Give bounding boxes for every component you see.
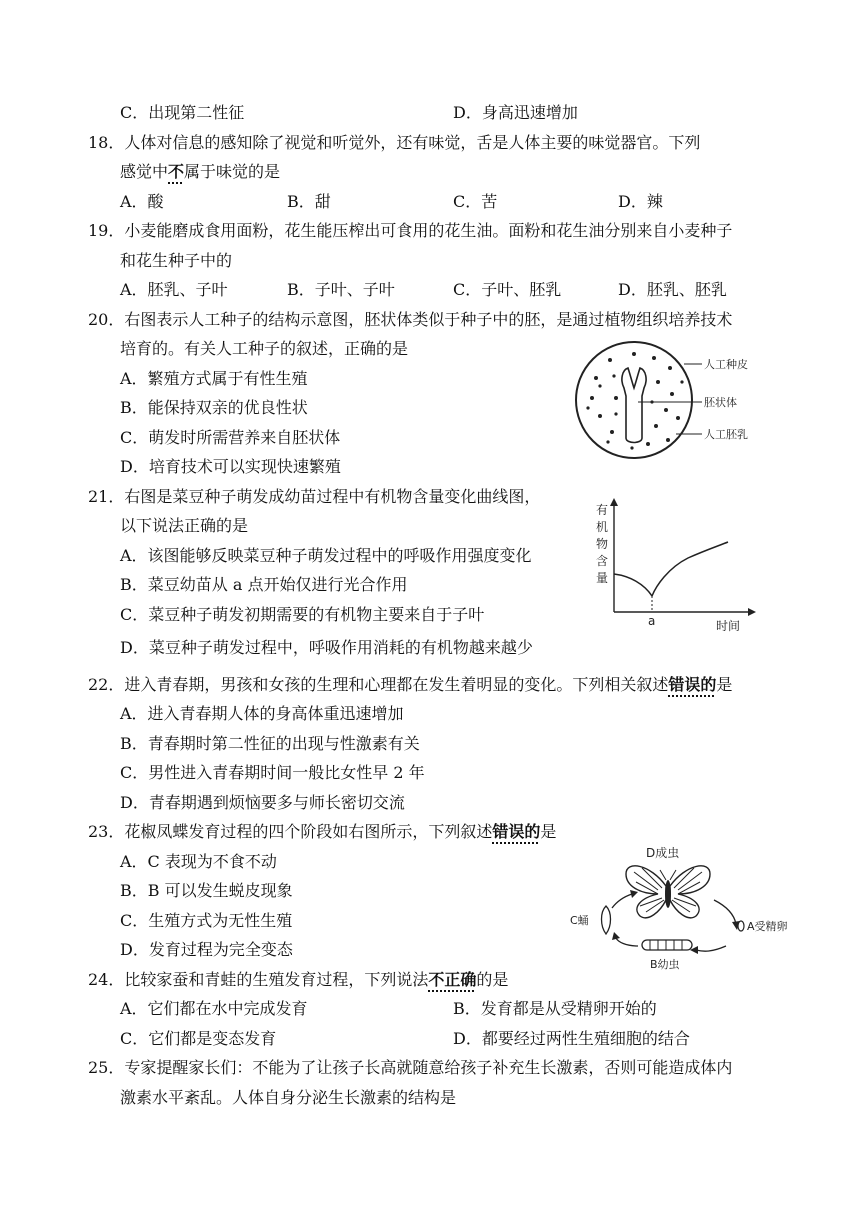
y-axis-label-char-2: 机 [596,520,609,534]
q20-option-a: A．繁殖方式属于有性生殖 [120,369,308,388]
point-a-label: a [648,614,656,628]
label-artificial-coat: 人工种皮 [704,358,748,371]
arrow-b-to-c [616,938,638,946]
q18-option-d: D．辣 [618,192,663,211]
q24-option-a: A．它们都在水中完成发育 [120,999,308,1018]
arrow-head-b-to-c [612,932,620,940]
q18-emphasis: 不 [168,162,185,181]
q18-stem-line2 [120,162,280,182]
q18-option-a: A．酸 [120,192,164,211]
y-axis-arrow [610,498,618,506]
q21-option-c: C．菜豆种子萌发初期需要的有机物主要来自于子叶 [120,605,485,624]
q23-stem-pre: 23．花椒凤蝶发育过程的四个阶段如右图所示，下列叙述 [88,822,493,841]
x-axis-arrow [748,608,756,616]
q22-option-c: C．男性进入青春期时间一般比女性早 2 年 [120,763,425,782]
q22-emphasis: 错误的 [668,675,717,694]
pupa-icon [602,906,611,934]
organic-matter-curve [614,542,728,596]
q21-option-b: B．菜豆幼苗从 a 点开始仅进行光合作用 [120,575,408,594]
q18-stem-pre: 感觉中 [120,162,169,181]
q24-stem-pre: 24．比较家蚕和青蛙的生殖发育过程，下列说法 [88,970,429,989]
q18-option-c: C．苦 [453,192,498,211]
q17-option-d: D．身高迅速增加 [453,103,578,122]
q20-option-c: C．萌发时所需营养来自胚状体 [120,428,341,447]
label-artificial-endosperm: 人工胚乳 [704,428,748,441]
q20-option-d: D．培育技术可以实现快速繁殖 [120,457,341,476]
q22-stem-line1 [88,675,732,695]
q25-stem-line2: 激素水平紊乱。人体自身分泌生长激素的结构是 [120,1088,457,1107]
q19-option-c: C．子叶、胚乳 [453,280,562,299]
q24-option-c: C．它们都是变态发育 [120,1029,277,1048]
q19-option-a: A．胚乳、子叶 [120,280,228,299]
q21-option-a: A．该图能够反映菜豆种子萌发过程中的呼吸作用强度变化 [120,546,532,565]
y-axis-label-char-1: 有 [596,503,609,517]
q19-option-b: B．子叶、子叶 [287,280,395,299]
q22-option-b: B．青春期时第二性征的出现与性激素有关 [120,734,420,753]
q21-stem-line2: 以下说法正确的是 [120,516,249,535]
organic-matter-curve-chart [588,494,760,634]
q22-option-d: D．青春期遇到烦恼要多与师长密切交流 [120,793,405,812]
q20-stem-line2: 培育的。有关人工种子的叙述，正确的是 [120,339,409,358]
q24-option-d: D．都要经过两性生殖细胞的结合 [453,1029,690,1048]
q23-stem-post: 是 [540,822,557,841]
y-axis-label-char-4: 含 [596,554,609,568]
q23-option-a: A．C 表现为不食不动 [120,852,277,871]
q24-stem-line1 [88,970,508,990]
arrow-a-to-b [696,946,726,951]
q22-stem-pre: 22．进入青春期，男孩和女孩的生理和心理都在发生着明显的变化。下列相关叙述 [88,675,669,694]
egg-icon [738,921,744,931]
q22-option-a: A．进入青春期人体的身高体重迅速增加 [120,704,404,723]
butterfly-life-cycle-diagram [566,842,788,972]
q23-option-d: D．发育过程为完全变态 [120,940,293,959]
q20-option-b: B．能保持双亲的优良性状 [120,398,308,417]
q25-stem-line1: 25．专家提醒家长们：不能为了让孩子长高就随意给孩子补充生长激素，否则可能造成体内 [88,1058,733,1077]
label-d-adult: D成虫 [646,846,680,860]
q19-option-d: D．胚乳、胚乳 [618,280,727,299]
label-embryoid: 胚状体 [704,396,737,409]
label-c-pupa: C蛹 [570,914,589,927]
q24-option-b: B．发育都是从受精卵开始的 [453,999,657,1018]
q24-stem-post: 的是 [476,970,509,989]
q23-option-b: B．B 可以发生蜕皮现象 [120,881,293,900]
q17-option-c: C．出现第二性征 [120,103,245,122]
q19-stem-line1: 19．小麦能磨成食用面粉，花生能压榨出可食用的花生油。面粉和花生油分别来自小麦种子 [88,221,733,240]
arrow-c-to-d [612,894,632,908]
q24-emphasis: 不正确 [428,970,477,989]
q18-option-b: B．甜 [287,192,331,211]
label-a-fertilized-egg: A受精卵 [747,920,788,933]
q23-option-c: C．生殖方式为无性生殖 [120,911,293,930]
arrow-d-to-a [714,900,736,924]
q21-stem-line1: 21．右图是菜豆种子萌发成幼苗过程中有机物含量变化曲线图， [88,487,541,506]
q22-stem-post: 是 [716,675,733,694]
q19-stem-line2: 和花生种子中的 [120,251,233,270]
y-axis-label-char-5: 量 [596,571,609,585]
q21-option-d: D．菜豆种子萌发过程中，呼吸作用消耗的有机物越来越少 [120,638,533,657]
y-axis-label-char-3: 物 [596,537,609,551]
q20-stem-line1: 20．右图表示人工种子的结构示意图，胚状体类似于种子中的胚，是通过植物组织培养技术 [88,310,733,329]
butterfly-adult-icon [626,866,710,918]
arrow-head-c-to-d [630,890,638,898]
q18-stem-line1: 18．人体对信息的感知除了视觉和听觉外，还有味觉，舌是人体主要的味觉器官。下列 [88,133,701,152]
artificial-seed-diagram [572,338,772,468]
q18-stem-post: 属于味觉的是 [184,162,281,181]
larva-icon [642,940,692,950]
label-b-larva: B幼虫 [650,958,680,971]
x-axis-label: 时间 [716,619,741,633]
q23-emphasis: 错误的 [492,822,541,841]
q23-stem-line1 [88,822,556,842]
